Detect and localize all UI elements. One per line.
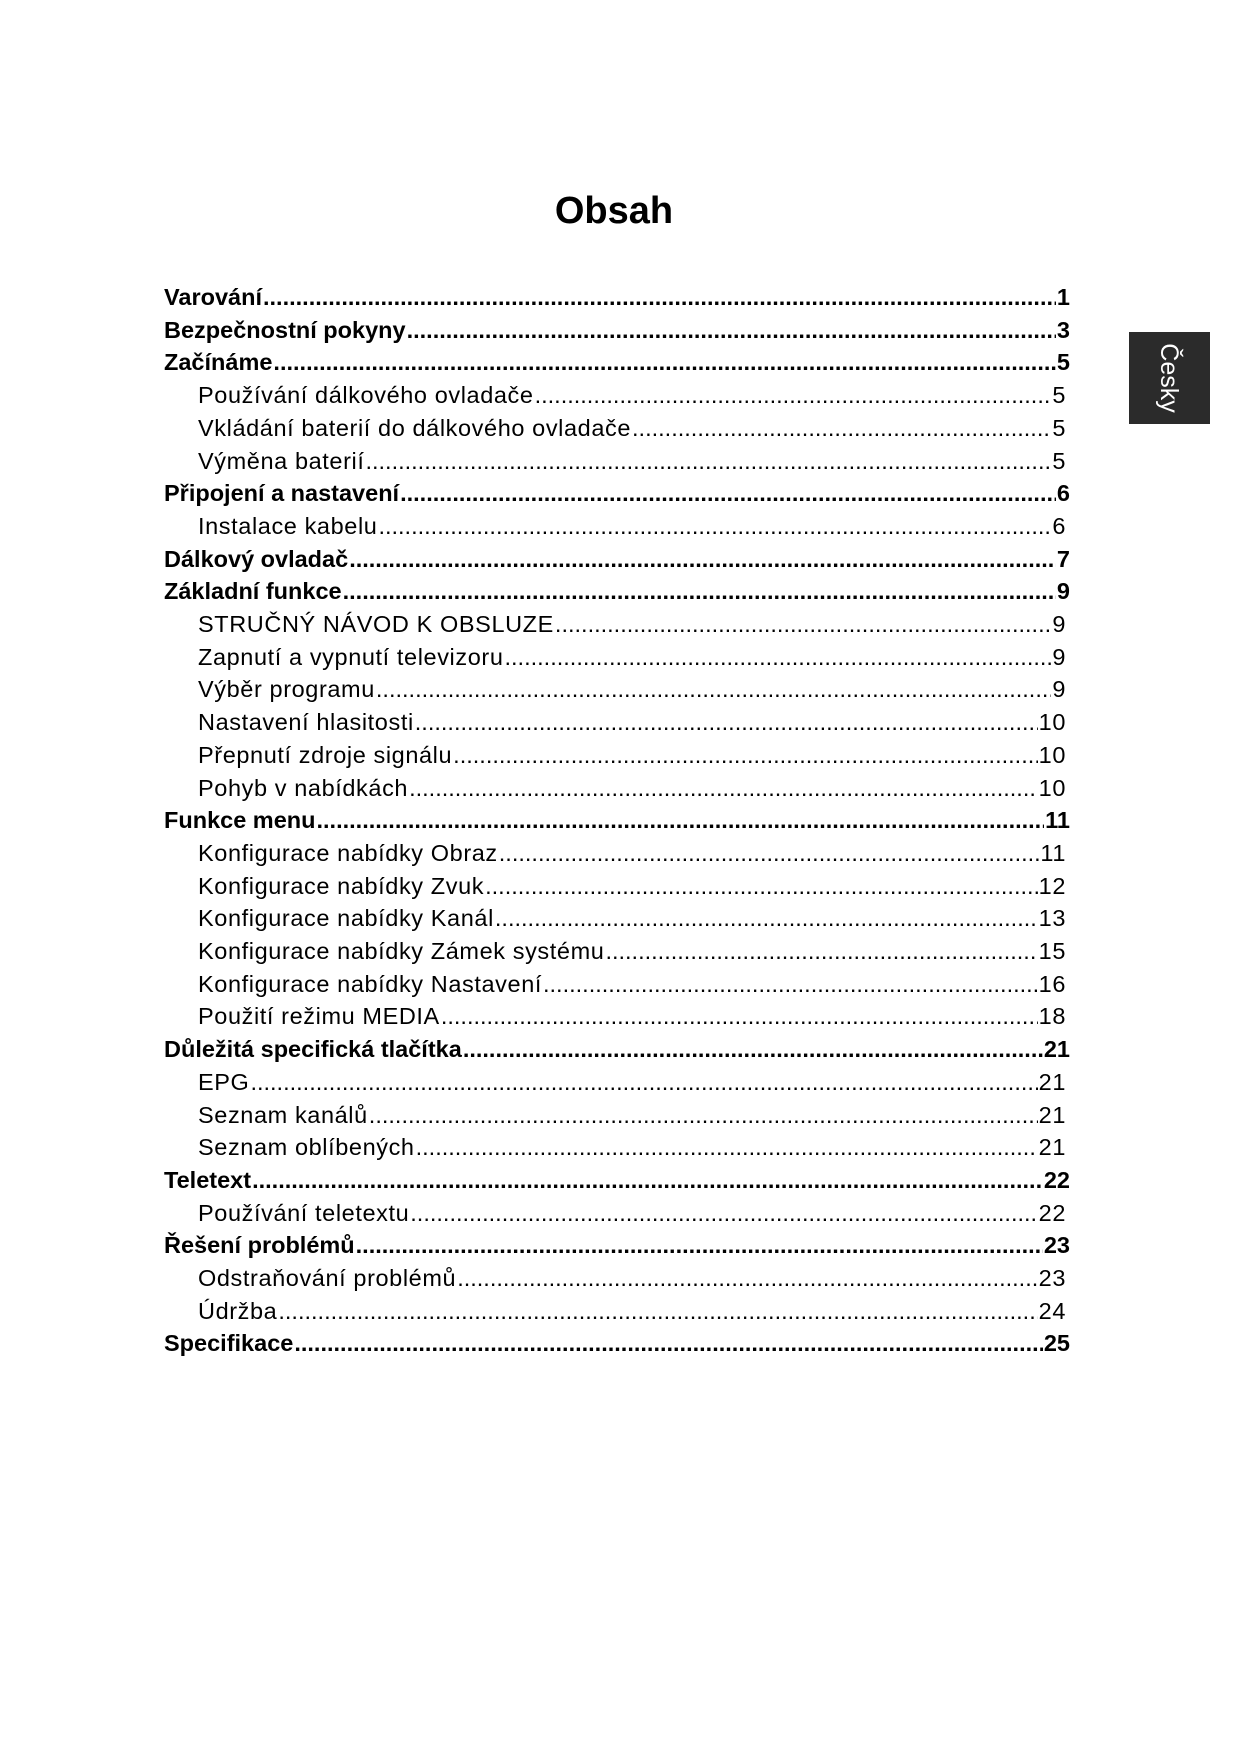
toc-section-entry[interactable]	[198, 707, 1066, 737]
toc-dot-leader	[555, 609, 1051, 639]
toc-dot-leader	[485, 871, 1038, 901]
toc-page-number: 22	[1043, 1166, 1070, 1193]
toc-page-number: 24	[1038, 1297, 1066, 1324]
toc-page-number: 25	[1043, 1330, 1070, 1357]
toc-section-entry[interactable]	[198, 1067, 1066, 1097]
toc-dot-leader	[376, 674, 1051, 704]
toc-page-number: 23	[1038, 1265, 1066, 1291]
toc-section-entry[interactable]	[198, 1198, 1066, 1228]
toc-entry-title: Používání dálkového ovladače	[198, 382, 534, 409]
toc-page-number: 5	[1052, 447, 1066, 474]
toc-page-number: 18	[1038, 1003, 1066, 1030]
toc-dot-leader	[250, 1067, 1037, 1097]
toc-chapter-entry[interactable]	[164, 1165, 1070, 1195]
toc-entry-title: Výměna baterií	[198, 447, 365, 474]
toc-page-number: 5	[1052, 414, 1066, 441]
toc-section-entry[interactable]	[198, 446, 1066, 476]
toc-entry-title: Použití režimu MEDIA	[198, 1003, 440, 1030]
toc-section-entry[interactable]	[198, 969, 1066, 999]
toc-entry-title: Bezpečnostní pokyny	[164, 316, 406, 343]
toc-page-number: 11	[1040, 839, 1066, 866]
toc-entry-title: Specifikace	[164, 1330, 294, 1357]
toc-entry-title: Začínáme	[164, 349, 273, 376]
toc-section-entry[interactable]	[198, 936, 1066, 966]
toc-page-number: 5	[1056, 349, 1070, 376]
toc-page-number: 9	[1052, 643, 1066, 670]
toc-entry-title: Řešení problémů	[164, 1232, 355, 1259]
toc-chapter-entry[interactable]	[164, 544, 1070, 574]
toc-dot-leader	[632, 413, 1051, 443]
toc-page-number: 3	[1056, 316, 1070, 343]
toc-section-entry[interactable]	[198, 773, 1066, 803]
toc-dot-leader	[463, 1034, 1043, 1064]
toc-section-entry[interactable]	[198, 380, 1066, 410]
page-title: Obsah	[554, 190, 674, 232]
toc-section-entry[interactable]	[198, 1100, 1066, 1130]
toc-page-number: 6	[1056, 480, 1070, 507]
toc-entry-title: Používání teletextu	[198, 1199, 410, 1226]
toc-page-number: 21	[1043, 1036, 1070, 1063]
toc-dot-leader	[605, 936, 1037, 966]
toc-dot-leader	[499, 838, 1040, 868]
toc-page-number: 15	[1038, 938, 1066, 964]
toc-dot-leader	[294, 1328, 1043, 1358]
toc-dot-leader	[409, 773, 1038, 803]
toc-page-number: 23	[1043, 1232, 1070, 1259]
toc-entry-title: Údržba	[198, 1297, 278, 1324]
toc-page-number: 21	[1038, 1134, 1066, 1161]
toc-section-entry[interactable]	[198, 674, 1066, 704]
toc-dot-leader	[369, 1100, 1038, 1130]
toc-entry-title: Vkládání baterií do dálkového ovladače	[198, 414, 632, 441]
toc-dot-leader	[505, 642, 1052, 672]
toc-dot-leader	[263, 282, 1056, 312]
toc-page-number: 21	[1038, 1101, 1066, 1128]
toc-page-number: 9	[1056, 578, 1070, 605]
toc-page-number: 12	[1038, 872, 1066, 899]
toc-entry-title: Seznam kanálů	[198, 1101, 368, 1128]
toc-section-entry[interactable]	[198, 871, 1066, 901]
toc-entry-title: Seznam oblíbených	[198, 1134, 415, 1161]
toc-chapter-entry[interactable]	[164, 1230, 1070, 1260]
toc-entry-title: Pohyb v nabídkách	[198, 774, 409, 801]
toc-entry-title: Varování	[164, 284, 262, 310]
toc-section-entry[interactable]	[198, 413, 1066, 443]
toc-section-entry[interactable]	[198, 642, 1066, 672]
toc-dot-leader	[410, 1198, 1037, 1228]
toc-page-number: 10	[1038, 709, 1066, 736]
toc-chapter-entry[interactable]	[164, 282, 1070, 312]
toc-dot-leader	[252, 1165, 1043, 1195]
toc-dot-leader	[400, 478, 1056, 508]
toc-dot-leader	[415, 707, 1038, 737]
toc-section-entry[interactable]	[198, 838, 1066, 868]
toc-chapter-entry[interactable]	[164, 576, 1070, 606]
toc-chapter-entry[interactable]	[164, 347, 1070, 377]
toc-dot-leader	[316, 805, 1044, 835]
toc-chapter-entry[interactable]	[164, 1034, 1070, 1064]
toc-dot-leader	[349, 544, 1056, 574]
toc-dot-leader	[356, 1230, 1043, 1260]
toc-dot-leader	[543, 969, 1038, 999]
toc-entry-title: Konfigurace nabídky Kanál	[198, 905, 494, 932]
toc-entry-title: Teletext	[164, 1166, 252, 1193]
toc-chapter-entry[interactable]	[164, 315, 1070, 345]
toc-dot-leader	[365, 446, 1051, 476]
toc-section-entry[interactable]	[198, 1296, 1066, 1326]
toc-chapter-entry[interactable]	[164, 478, 1070, 508]
toc-page-number: 6	[1052, 512, 1066, 539]
toc-dot-leader	[378, 511, 1051, 541]
toc-entry-title: Připojení a nastavení	[164, 480, 400, 507]
toc-entry-title: Konfigurace nabídky Zvuk	[198, 872, 485, 899]
toc-page-number: 11	[1045, 807, 1070, 834]
toc-page-number: 10	[1038, 774, 1066, 801]
toc-section-entry[interactable]	[198, 609, 1066, 639]
toc-entry-title: Instalace kabelu	[198, 512, 378, 539]
toc-dot-leader	[453, 740, 1037, 770]
toc-dot-leader	[416, 1132, 1038, 1162]
toc-page-number: 10	[1038, 741, 1066, 768]
toc-section-entry[interactable]	[198, 903, 1066, 933]
toc-entry-title: Přepnutí zdroje signálu	[198, 741, 453, 768]
language-tab	[1129, 332, 1210, 424]
toc-dot-leader	[495, 903, 1038, 933]
toc-dot-leader	[343, 576, 1056, 606]
toc-entry-title: Konfigurace nabídky Zámek systému	[198, 938, 605, 964]
toc-entry-title: Základní funkce	[164, 578, 342, 605]
toc-page-number: 22	[1038, 1199, 1066, 1226]
toc-dot-leader	[407, 315, 1056, 345]
toc-entry-title: Odstraňování problémů	[198, 1265, 457, 1291]
toc-entry-title: STRUČNÝ NÁVOD K OBSLUZE	[198, 611, 554, 637]
toc-dot-leader	[278, 1296, 1037, 1326]
toc-entry-title: EPG	[198, 1068, 250, 1095]
toc-section-entry[interactable]	[198, 1001, 1066, 1031]
toc-entry-title: Funkce menu	[164, 807, 316, 834]
toc-page-number: 21	[1038, 1068, 1066, 1095]
toc-entry-title: Výběr programu	[198, 676, 375, 703]
toc-entry-title: Zapnutí a vypnutí televizoru	[198, 643, 504, 670]
toc-page-number: 9	[1052, 676, 1066, 703]
toc-chapter-entry[interactable]	[164, 1328, 1070, 1358]
toc-dot-leader	[457, 1263, 1037, 1293]
toc-section-entry[interactable]	[198, 511, 1066, 541]
toc-dot-leader	[441, 1001, 1038, 1031]
toc-page-number: 13	[1038, 905, 1066, 932]
toc-page-number: 7	[1056, 545, 1070, 572]
toc-page-number: 5	[1052, 382, 1066, 409]
toc-entry-title: Konfigurace nabídky Nastavení	[198, 970, 542, 997]
toc-dot-leader	[273, 347, 1056, 377]
toc-section-entry[interactable]	[198, 1263, 1066, 1293]
toc-page-number: 9	[1052, 611, 1066, 637]
toc-entry-title: Důležitá specifická tlačítka	[164, 1036, 462, 1063]
toc-section-entry[interactable]	[198, 740, 1066, 770]
toc-entry-title: Dálkový ovladač	[164, 545, 349, 572]
toc-page-number: 16	[1038, 970, 1066, 997]
toc-dot-leader	[535, 380, 1052, 410]
toc-section-entry[interactable]	[198, 1132, 1066, 1162]
toc-entry-title: Konfigurace nabídky Obraz	[198, 839, 498, 866]
toc-chapter-entry[interactable]	[164, 805, 1070, 835]
language-tab-label: Česky	[1155, 343, 1183, 413]
toc-entry-title: Nastavení hlasitosti	[198, 709, 414, 736]
toc-page-number: 1	[1056, 284, 1070, 310]
